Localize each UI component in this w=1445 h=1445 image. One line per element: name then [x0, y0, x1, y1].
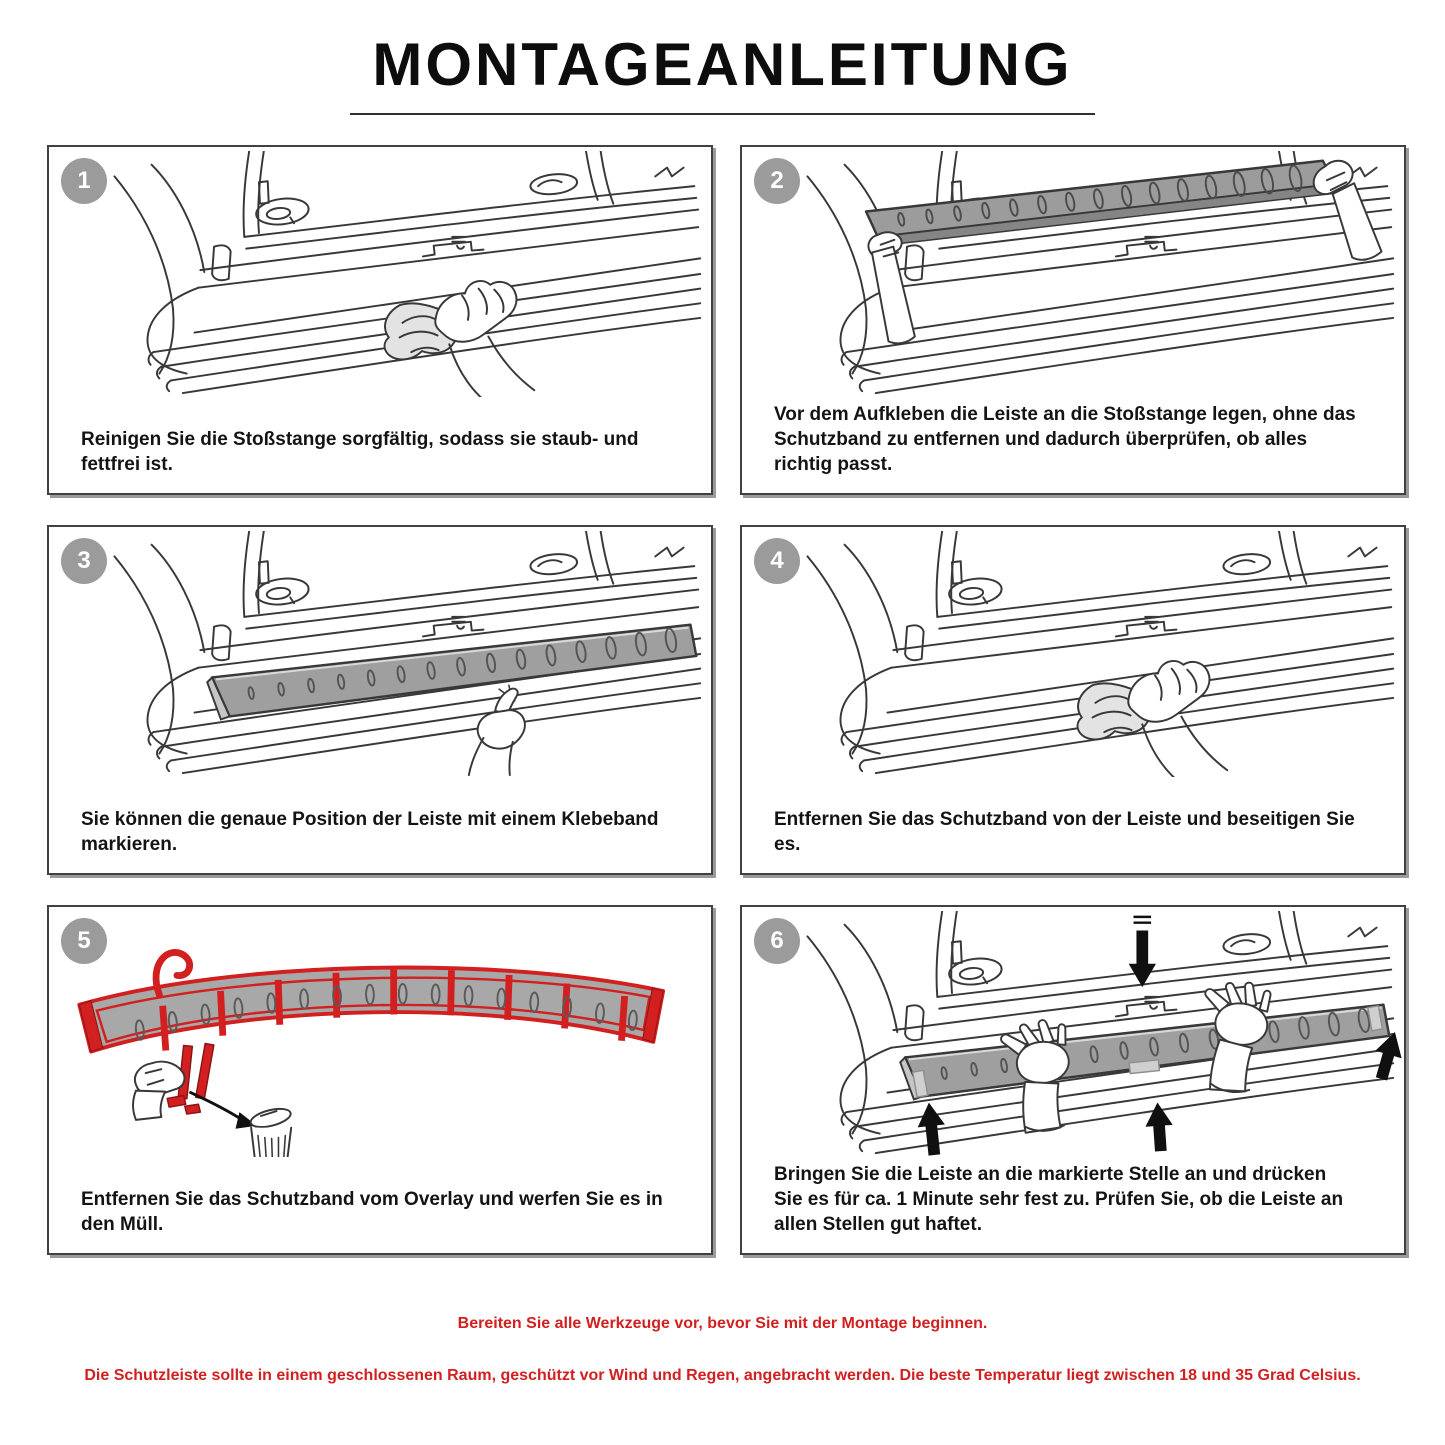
step-number-badge: 5 — [61, 918, 107, 964]
step-number-badge: 6 — [754, 918, 800, 964]
step-panel-1 — [47, 145, 713, 495]
footer-note-tools: Bereiten Sie alle Werkzeuge vor, bevor Sie mit der Montage beginnen. — [457, 1315, 988, 1332]
press-trim-illustration — [742, 911, 1404, 1157]
footer-notes — [0, 1311, 1445, 1388]
step-panel-4 — [740, 525, 1406, 875]
step-panel-5 — [47, 905, 713, 1255]
step-caption: Vor dem Aufkleben die Leiste an die Stoßstange legen, ohne das Schutzband zu entfernen und dadurch überprüfen, ob alles richtig passt. — [774, 404, 1356, 475]
step-caption: Reinigen Sie die Stoßstange sorgfältig, sodass sie staub- und fettfrei ist. — [81, 429, 639, 475]
steps-grid — [47, 145, 1405, 1255]
step-panel-6 — [740, 905, 1406, 1255]
step-caption: Bringen Sie die Leiste an die markierte Stelle an und drücken Sie es für ca. 1 Minute sehr fest zu. Prüfen Sie, ob die Leiste an allen Stellen gut haftet. — [774, 1164, 1344, 1235]
trim-fitting-illustration — [742, 151, 1404, 397]
clean-bumper-with-cloth-svg — [49, 151, 711, 397]
step-panel-2 — [740, 145, 1406, 495]
tape-marking-illustration — [49, 531, 711, 777]
band-removal-illustration — [742, 531, 1404, 777]
peel-discard-illustration — [49, 911, 711, 1157]
footer-note-temperature: Die Schutzleiste sollte in einem geschlossenen Raum, geschützt vor Wind und Regen, angebracht werden. Die beste Temperatur liegt zwischen 18 und 35 Grad Celsius. — [84, 1367, 1361, 1384]
press-trim-on-bumper-svg — [742, 911, 1404, 1157]
step-caption: Entfernen Sie das Schutzband vom Overlay und werfen Sie es in den Müll. — [81, 1189, 663, 1235]
remove-protective-band-svg — [742, 531, 1404, 777]
step-number-badge: 4 — [754, 538, 800, 584]
step-number-badge: 2 — [754, 158, 800, 204]
hold-trim-against-bumper-svg — [742, 151, 1404, 397]
title-wrap — [0, 30, 1445, 115]
peel-band-and-discard-svg — [49, 911, 711, 1157]
step-caption: Entfernen Sie das Schutzband von der Leiste und beseitigen Sie es. — [774, 809, 1355, 855]
step-panel-3 — [47, 525, 713, 875]
step-number-badge: 3 — [61, 538, 107, 584]
page-title: MONTAGEANLEITUNG — [350, 30, 1094, 115]
bumper-cleaning-illustration — [49, 151, 711, 397]
step-number-badge: 1 — [61, 158, 107, 204]
mark-position-with-tape-svg — [49, 531, 711, 777]
step-caption: Sie können die genaue Position der Leiste mit einem Klebeband markieren. — [81, 809, 659, 855]
